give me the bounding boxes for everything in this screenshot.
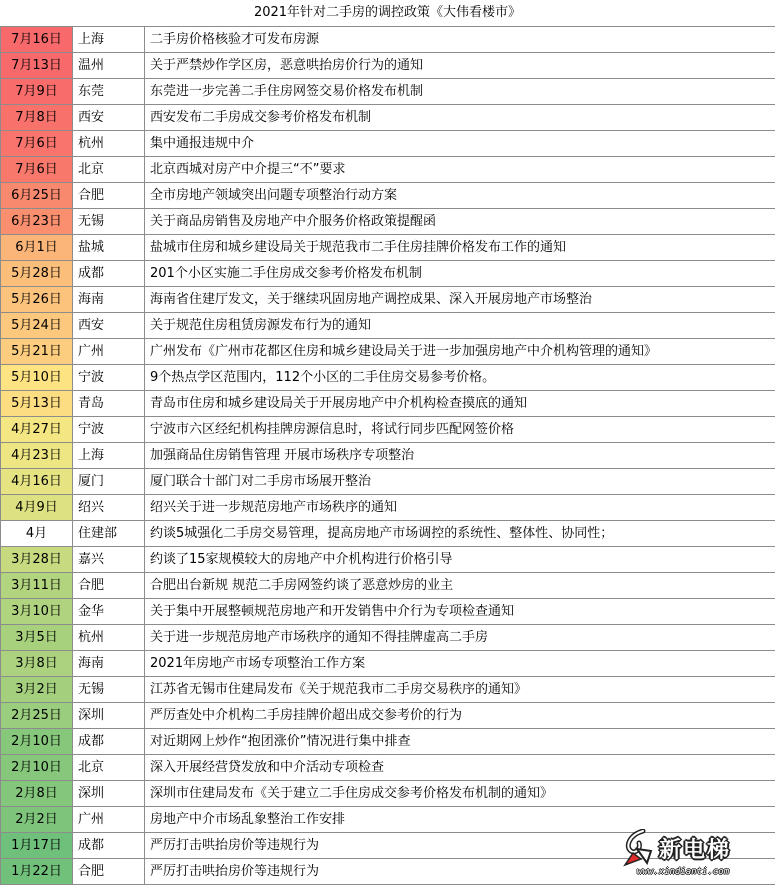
table-row xyxy=(1,833,775,859)
table-row xyxy=(1,417,775,443)
policy-cell: 集中通报违规中介 xyxy=(145,131,775,157)
policy-cell: 广州发布《广州市花都区住房和城乡建设局关于进一步加强房地产中介机构管理的通知》 xyxy=(145,339,775,365)
table-row xyxy=(1,105,775,131)
policy-cell: 盐城市住房和城乡建设局关于规范我市二手住房挂牌价格发布工作的通知 xyxy=(145,235,775,261)
table-row xyxy=(1,27,775,53)
city-cell: 合肥 xyxy=(73,573,145,599)
policy-cell: 严厉打击哄抬房价等违规行为 xyxy=(145,859,775,885)
policy-cell: 合肥出台新规 规范二手房网签约谈了恶意炒房的业主 xyxy=(145,573,775,599)
date-cell: 4月23日 xyxy=(1,443,73,469)
table-row xyxy=(1,859,775,885)
table-row xyxy=(1,677,775,703)
policy-cell: 对近期网上炒作“抱团涨价”情况进行集中排查 xyxy=(145,729,775,755)
table-row xyxy=(1,495,775,521)
policy-cell: 关于集中开展整顿规范房地产和开发销售中介行为专项检查通知 xyxy=(145,599,775,625)
table-row xyxy=(1,313,775,339)
city-cell: 北京 xyxy=(73,755,145,781)
city-cell: 成都 xyxy=(73,261,145,287)
watermark-url: www.xindianti.com xyxy=(637,867,730,877)
table-row xyxy=(1,573,775,599)
table-row xyxy=(1,131,775,157)
table-row xyxy=(1,547,775,573)
table-row xyxy=(1,703,775,729)
policy-cell: 关于严禁炒作学区房，恶意哄抬房价行为的通知 xyxy=(145,53,775,79)
table-row xyxy=(1,781,775,807)
policy-table xyxy=(0,26,775,885)
policy-cell: 9个热点学区范围内，112个小区的二手住房交易参考价格。 xyxy=(145,365,775,391)
city-cell: 无锡 xyxy=(73,209,145,235)
city-cell: 合肥 xyxy=(73,859,145,885)
table-row xyxy=(1,443,775,469)
table-row xyxy=(1,287,775,313)
policy-cell: 约谈5城强化二手房交易管理，提高房地产市场调控的系统性、整体性、协同性； xyxy=(145,521,775,547)
city-cell: 金华 xyxy=(73,599,145,625)
policy-cell: 西安发布二手房成交参考价格发布机制 xyxy=(145,105,775,131)
city-cell: 东莞 xyxy=(73,79,145,105)
watermark-brand: 新电梯 xyxy=(659,838,732,863)
table-row xyxy=(1,339,775,365)
date-cell: 3月11日 xyxy=(1,573,73,599)
date-cell: 3月8日 xyxy=(1,651,73,677)
date-cell: 6月23日 xyxy=(1,209,73,235)
date-cell: 4月27日 xyxy=(1,417,73,443)
city-cell: 杭州 xyxy=(73,131,145,157)
date-cell: 4月 xyxy=(1,521,73,547)
city-cell: 杭州 xyxy=(73,625,145,651)
date-cell: 3月10日 xyxy=(1,599,73,625)
table-row xyxy=(1,261,775,287)
policy-cell: 关于规范住房租赁房源发布行为的通知 xyxy=(145,313,775,339)
policy-cell: 东莞进一步完善二手住房网签交易价格发布机制 xyxy=(145,79,775,105)
city-cell: 上海 xyxy=(73,27,145,53)
policy-cell: 关于商品房销售及房地产中介服务价格政策提醒函 xyxy=(145,209,775,235)
policy-table-body xyxy=(1,27,775,885)
date-cell: 7月8日 xyxy=(1,105,73,131)
date-cell: 7月6日 xyxy=(1,157,73,183)
date-cell: 3月28日 xyxy=(1,547,73,573)
city-cell: 住建部 xyxy=(73,521,145,547)
date-cell: 5月28日 xyxy=(1,261,73,287)
date-cell: 7月16日 xyxy=(1,27,73,53)
page-title: 2021年针对二手房的调控政策《大伟看楼市》 xyxy=(253,5,522,20)
city-cell: 盐城 xyxy=(73,235,145,261)
table-row xyxy=(1,521,775,547)
date-cell: 2月10日 xyxy=(1,729,73,755)
policy-cell: 北京西城对房产中介提三“不”要求 xyxy=(145,157,775,183)
table-row xyxy=(1,729,775,755)
date-cell: 1月17日 xyxy=(1,833,73,859)
policy-cell: 201个小区实施二手住房成交参考价格发布机制 xyxy=(145,261,775,287)
city-cell: 成都 xyxy=(73,729,145,755)
table-row xyxy=(1,235,775,261)
date-cell: 5月13日 xyxy=(1,391,73,417)
table-row xyxy=(1,469,775,495)
city-cell: 深圳 xyxy=(73,703,145,729)
policy-cell: 房地产中介市场乱象整治工作安排 xyxy=(145,807,775,833)
policy-cell: 江苏省无锡市住建局发布《关于规范我市二手房交易秩序的通知》 xyxy=(145,677,775,703)
city-cell: 北京 xyxy=(73,157,145,183)
table-row xyxy=(1,183,775,209)
date-cell: 7月13日 xyxy=(1,53,73,79)
policy-cell: 绍兴关于进一步规范房地产市场秩序的通知 xyxy=(145,495,775,521)
city-cell: 海南 xyxy=(73,651,145,677)
date-cell: 5月24日 xyxy=(1,313,73,339)
policy-cell: 二手房价格核验才可发布房源 xyxy=(145,27,775,53)
date-cell: 5月21日 xyxy=(1,339,73,365)
policy-cell: 青岛市住房和城乡建设局关于开展房地产中介机构检查摸底的通知 xyxy=(145,391,775,417)
date-cell: 2月2日 xyxy=(1,807,73,833)
city-cell: 合肥 xyxy=(73,183,145,209)
date-cell: 2月10日 xyxy=(1,755,73,781)
city-cell: 西安 xyxy=(73,105,145,131)
date-cell: 6月25日 xyxy=(1,183,73,209)
table-row xyxy=(1,157,775,183)
city-cell: 广州 xyxy=(73,807,145,833)
city-cell: 温州 xyxy=(73,53,145,79)
policy-cell: 关于进一步规范房地产市场秩序的通知不得挂牌虚高二手房 xyxy=(145,625,775,651)
city-cell: 无锡 xyxy=(73,677,145,703)
date-cell: 7月6日 xyxy=(1,131,73,157)
city-cell: 广州 xyxy=(73,339,145,365)
date-cell: 1月22日 xyxy=(1,859,73,885)
date-cell: 5月10日 xyxy=(1,365,73,391)
table-row xyxy=(1,625,775,651)
date-cell: 4月16日 xyxy=(1,469,73,495)
city-cell: 厦门 xyxy=(73,469,145,495)
policy-cell: 严厉打击哄抬房价等违规行为 xyxy=(145,833,775,859)
city-cell: 青岛 xyxy=(73,391,145,417)
city-cell: 嘉兴 xyxy=(73,547,145,573)
date-cell: 6月1日 xyxy=(1,235,73,261)
date-cell: 4月9日 xyxy=(1,495,73,521)
city-cell: 深圳 xyxy=(73,781,145,807)
policy-cell: 加强商品住房销售管理 开展市场秩序专项整治 xyxy=(145,443,775,469)
policy-cell: 海南省住建厅发文，关于继续巩固房地产调控成果、深入开展房地产市场整治 xyxy=(145,287,775,313)
policy-cell: 约谈了15家规模较大的房地产中介机构进行价格引导 xyxy=(145,547,775,573)
policy-cell: 2021年房地产市场专项整治工作方案 xyxy=(145,651,775,677)
table-row xyxy=(1,53,775,79)
city-cell: 海南 xyxy=(73,287,145,313)
policy-cell: 严厉查处中介机构二手房挂牌价超出成交参考价的行为 xyxy=(145,703,775,729)
policy-cell: 宁波市六区经纪机构挂牌房源信息时，将试行同步匹配网签价格 xyxy=(145,417,775,443)
date-cell: 2月8日 xyxy=(1,781,73,807)
policy-cell: 深圳市住建局发布《关于建立二手住房成交参考价格发布机制的通知》 xyxy=(145,781,775,807)
policy-cell: 全市房地产领域突出问题专项整治行动方案 xyxy=(145,183,775,209)
city-cell: 成都 xyxy=(73,833,145,859)
policy-cell: 厦门联合十部门对二手房市场展开整治 xyxy=(145,469,775,495)
table-row xyxy=(1,365,775,391)
date-cell: 3月2日 xyxy=(1,677,73,703)
date-cell: 3月5日 xyxy=(1,625,73,651)
date-cell: 2月25日 xyxy=(1,703,73,729)
policy-cell: 深入开展经营贷发放和中介活动专项检查 xyxy=(145,755,775,781)
city-cell: 上海 xyxy=(73,443,145,469)
city-cell: 西安 xyxy=(73,313,145,339)
city-cell: 宁波 xyxy=(73,417,145,443)
city-cell: 绍兴 xyxy=(73,495,145,521)
table-row xyxy=(1,599,775,625)
table-row xyxy=(1,807,775,833)
date-cell: 5月26日 xyxy=(1,287,73,313)
date-cell: 7月9日 xyxy=(1,79,73,105)
table-row xyxy=(1,755,775,781)
table-row xyxy=(1,391,775,417)
city-cell: 宁波 xyxy=(73,365,145,391)
table-row xyxy=(1,209,775,235)
table-row xyxy=(1,79,775,105)
table-row xyxy=(1,651,775,677)
